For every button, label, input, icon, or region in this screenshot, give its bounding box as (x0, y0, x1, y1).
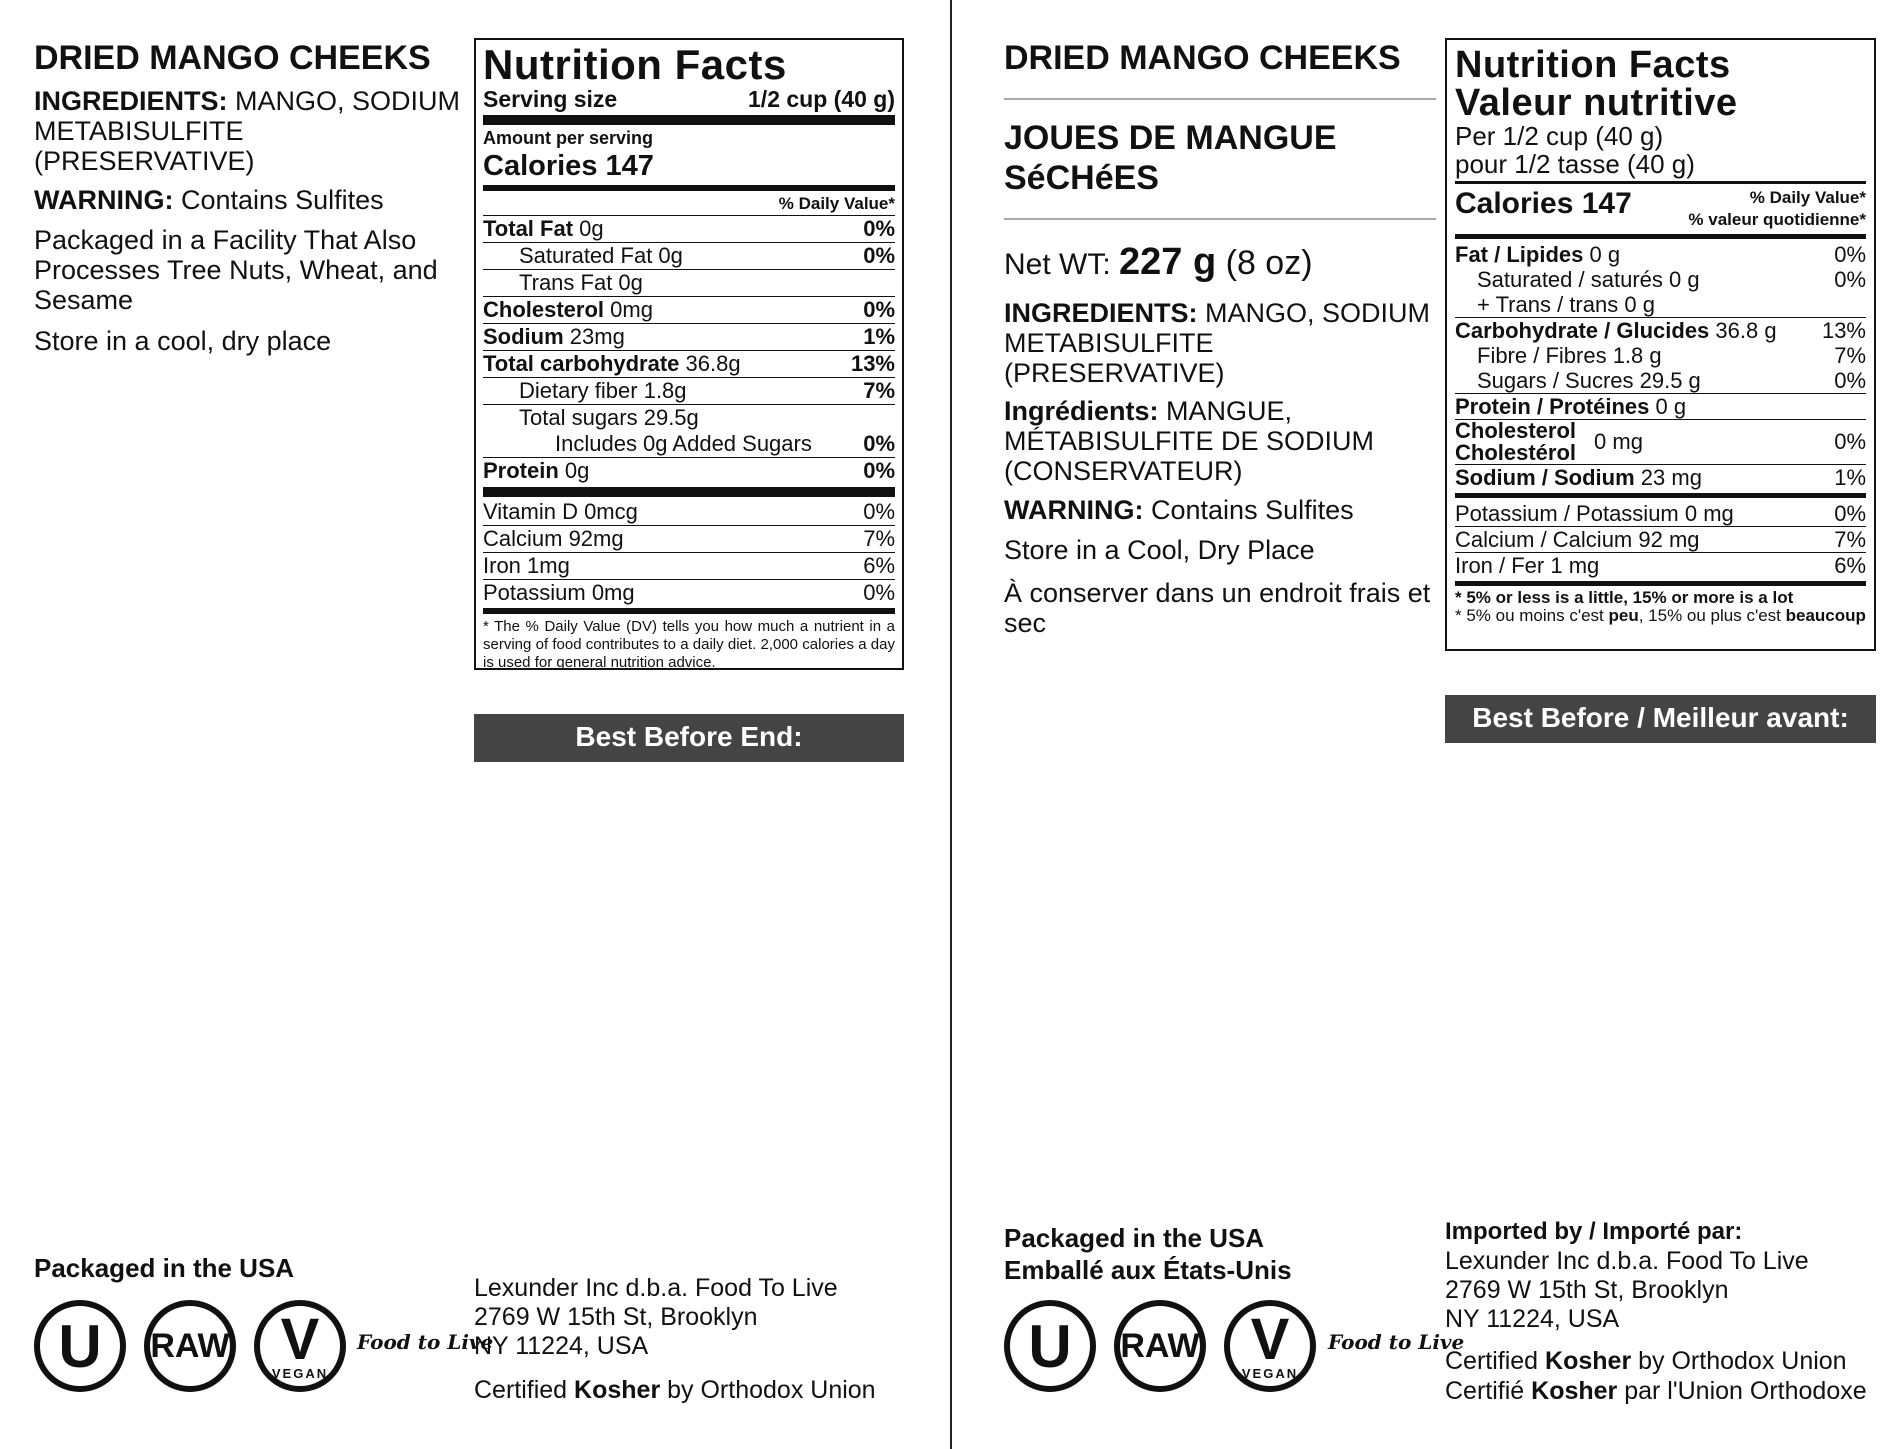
thick-rule (483, 487, 895, 497)
nutrient-row: Total Fat 0g 0% (483, 216, 895, 241)
nutrient-row: Dietary fiber 1.8g 7% (483, 378, 895, 405)
nutrient-row: Protein / Protéines 0 g (1455, 394, 1866, 420)
thick-rule (483, 608, 895, 614)
thick-rule (483, 115, 895, 125)
nutrition-footnote-en: * 5% or less is a little, 15% or more is a lot (1455, 588, 1794, 607)
dv-header: % Daily Value* (483, 193, 895, 216)
raw-icon: RAW (1114, 1300, 1206, 1392)
nutrient-row: Trans Fat 0g (483, 270, 895, 297)
product-title-en: DRIED MANGO CHEEKS (1004, 39, 1401, 77)
product-title-fr: JOUES DE MANGUE SéCHéES (1004, 119, 1337, 197)
nutrient-row: Total carbohydrate 36.8g 13% (483, 351, 895, 376)
rule (1455, 493, 1866, 498)
rule (1004, 218, 1436, 220)
nutrient-row: Total sugars 29.5g (519, 405, 699, 430)
nutrient-row: Cholesterol Cholestérol 0 mg 0% (1455, 418, 1866, 465)
nutrient-row: Cholesterol 0mg 0% (483, 297, 895, 322)
per-serving-fr: pour 1/2 tasse (40 g) (1455, 149, 1695, 179)
warning-block: WARNING: Contains Sulfites (1004, 495, 1354, 525)
nutrition-footnote: * The % Daily Value (DV) tells you how much a nutrient in a serving of food contributes to a daily diet. 2,000 calories a day is used for general nutrition advice. (483, 618, 895, 671)
serving-value: 1/2 cup (40 g) (748, 86, 895, 112)
ingredients-text: MANGO, SODIUM METABISULFITE (PRESERVATIVE) (34, 86, 461, 176)
net-weight: Net WT: 227 g (8 oz) (1004, 241, 1313, 283)
ingredients-fr-block: Ingrédients: MANGUE, MÉTABISULFITE DE SODIUM (CONSERVATEUR) (1004, 396, 1375, 486)
ingredients-block: INGREDIENTS: MANGO, SODIUM METABISULFITE (PRESERVATIVE) (1004, 298, 1431, 388)
storage-note-fr: À conserver dans un endroit frais et sec (1004, 578, 1431, 638)
raw-icon: RAW (144, 1300, 236, 1392)
nutrient-row: Sodium / Sodium 23 mg 1% (1455, 465, 1866, 490)
serving-size-row (483, 86, 895, 112)
per-serving-en: Per 1/2 cup (40 g) (1455, 121, 1664, 151)
nutrient-row: Protein 0g 0% (483, 458, 895, 483)
nutrition-footnote-fr: * 5% ou moins c'est peu, 15% ou plus c'est beaucoup (1455, 606, 1866, 625)
food-to-live-logo: Food to Live (357, 1330, 494, 1354)
serving-label: Serving size (483, 86, 618, 112)
vegan-icon: V VEGAN (254, 1300, 346, 1392)
nutrient-row: Iron 1mg 6% (483, 553, 895, 578)
kosher-certification: Certified Kosher by Orthodox Union (474, 1376, 876, 1404)
nutrition-facts-panel (474, 38, 904, 670)
rule (1455, 181, 1866, 184)
amount-per-serving: Amount per serving (483, 128, 654, 148)
ou-kosher-icon: U (1004, 1300, 1096, 1392)
nutrient-row: Saturated / saturés 0 g 0% (1477, 267, 1866, 292)
calories: Calories 147 (483, 150, 654, 182)
product-title: DRIED MANGO CHEEKS (34, 39, 431, 77)
nutrition-title-en: Nutrition Facts (1455, 44, 1731, 86)
panel-divider (950, 0, 952, 1449)
warning-label: WARNING: (34, 185, 174, 215)
imported-by-label: Imported by / Importé par: (1445, 1218, 1743, 1245)
nutrient-row: Calcium / Calcium 92 mg 7% (1455, 527, 1866, 552)
nutrition-title-fr: Valeur nutritive (1455, 82, 1738, 124)
warning-block (34, 185, 464, 215)
packaged-in-label: Packaged in the USA Emballé aux États-Unis (1004, 1223, 1292, 1285)
ingredients-label: INGREDIENTS: (34, 86, 228, 116)
nutrient-row: Potassium / Potassium 0 mg 0% (1455, 501, 1866, 526)
nutrient-row: + Trans / trans 0 g (1455, 292, 1866, 318)
rule (1455, 581, 1866, 586)
best-before-bar: Best Before End: (474, 714, 904, 762)
nutrition-title: Nutrition Facts (483, 41, 787, 88)
nutrient-row: Includes 0g Added Sugars 0% (483, 431, 895, 458)
company-address: Lexunder Inc d.b.a. Food To Live 2769 W 15th St, Brooklyn NY 11224, USA (474, 1274, 838, 1360)
food-to-live-logo: Food to Live (1328, 1330, 1465, 1354)
nutrient-row: Sodium 23mg 1% (483, 324, 895, 349)
facility-note: Packaged in a Facility That Also Processes Tree Nuts, Wheat, and Sesame (34, 225, 438, 315)
warning-text: Contains Sulfites (181, 185, 384, 215)
storage-note-en: Store in a Cool, Dry Place (1004, 535, 1315, 565)
nutrient-row: Iron / Fer 1 mg 6% (1455, 553, 1866, 578)
packaged-in-label: Packaged in the USA (34, 1253, 295, 1283)
nutrient-row: Fibre / Fibres 1.8 g 7% (1477, 343, 1866, 368)
rule (1455, 234, 1866, 239)
nutrient-row: Potassium 0mg 0% (483, 580, 895, 605)
nutrition-facts-panel-bilingual (1445, 38, 1876, 651)
vegan-icon: V VEGAN (1224, 1300, 1316, 1392)
nutrient-row: Fat / Lipides 0 g 0% (1455, 242, 1866, 267)
kosher-certification: Certified Kosher by Orthodox Union Certifié Kosher par l'Union Orthodoxe (1445, 1347, 1867, 1405)
nutrient-row: Calcium 92mg 7% (483, 526, 895, 551)
best-before-bar: Best Before / Meilleur avant: (1445, 695, 1876, 743)
company-address: Lexunder Inc d.b.a. Food To Live 2769 W 15th St, Brooklyn NY 11224, USA (1445, 1247, 1809, 1333)
calories-row: Calories 147 % Daily Value* % valeur quotidienne* (1455, 187, 1866, 229)
rule (1004, 98, 1436, 100)
thick-rule (483, 185, 895, 191)
nutrient-row: Carbohydrate / Glucides 36.8 g 13% (1455, 318, 1866, 343)
ingredients-block (34, 86, 464, 176)
storage-note: Store in a cool, dry place (34, 326, 332, 356)
nutrient-row: Saturated Fat 0g 0% (483, 243, 895, 270)
nutrient-row: Vitamin D 0mcg 0% (483, 499, 895, 524)
ou-kosher-icon: U (34, 1300, 126, 1392)
nutrient-row: Sugars / Sucres 29.5 g 0% (1455, 368, 1866, 394)
